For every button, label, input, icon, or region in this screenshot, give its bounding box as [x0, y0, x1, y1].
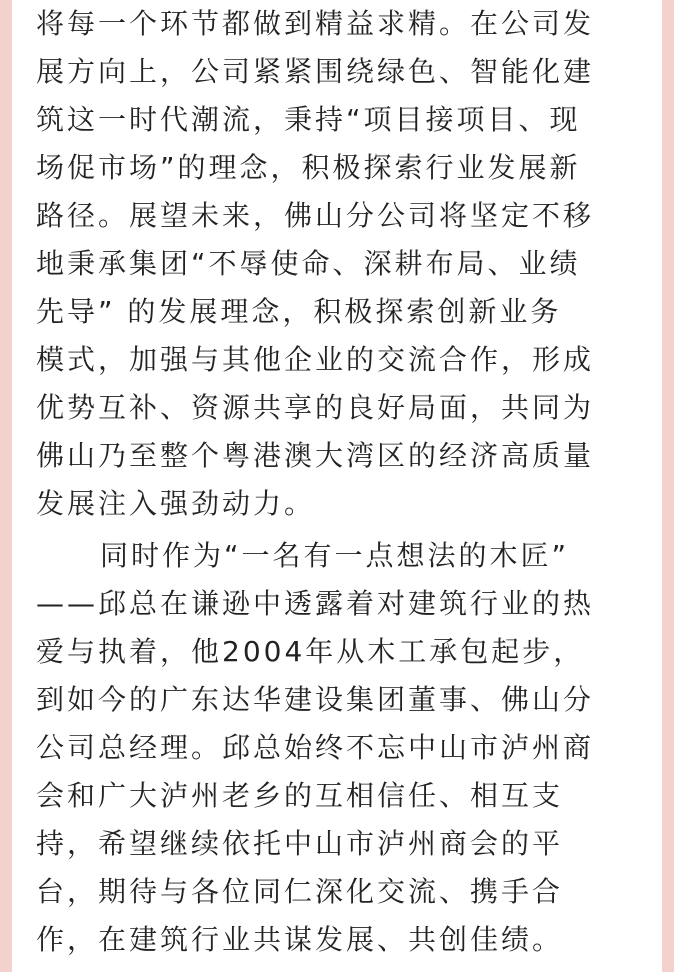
left-decorative-border: [0, 0, 12, 972]
text-line: 作，在建筑行业共谋发展、共创佳绩。: [36, 923, 564, 956]
text-line: 地秉承集团“不辱使命、深耕布局、业绩: [36, 247, 581, 280]
text-line: 模式，加强与其他企业的交流合作，形成: [36, 343, 595, 376]
text-line: 发展注入强劲动力。: [36, 487, 316, 520]
text-line: 公司总经理。邱总始终不忘中山市泸州商: [36, 731, 595, 764]
text-line: 将每一个环节都做到精益求精。在公司发: [36, 7, 595, 40]
text-line: 筑这一时代潮流，秉持“项目接项目、现: [36, 103, 581, 136]
text-line: 爱与执着，他2004年从木工承包起步，: [36, 635, 585, 668]
text-line: 持，希望继续依托中山市泸州商会的平: [36, 827, 564, 860]
text-line: 展方向上，公司紧紧围绕绿色、智能化建: [36, 55, 595, 88]
paragraph-2: [36, 532, 640, 964]
text-line: 优势互补、资源共享的良好局面，共同为: [36, 391, 595, 424]
text-line: ——邱总在谦逊中透露着对建筑行业的热: [36, 587, 595, 620]
text-line: 台，期待与各位同仁深化交流、携手合: [36, 875, 564, 908]
paragraph-1: [36, 0, 640, 528]
text-line: 到如今的广东达华建设集团董事、佛山分: [36, 683, 595, 716]
text-line: 先导” 的发展理念，积极探索创新业务: [36, 295, 562, 328]
text-line: 场促市场”的理念，积极探索行业发展新: [36, 151, 581, 184]
text-line: 会和广大泸州老乡的互相信任、相互支: [36, 779, 564, 812]
right-decorative-border: [662, 0, 674, 972]
text-line: 路径。展望未来，佛山分公司将坚定不移: [36, 199, 595, 232]
text-line: 同时作为“一名有一点想法的木匠”: [100, 539, 570, 572]
text-line: 佛山乃至整个粤港澳大湾区的经济高质量: [36, 439, 595, 472]
article-body: [36, 0, 640, 964]
